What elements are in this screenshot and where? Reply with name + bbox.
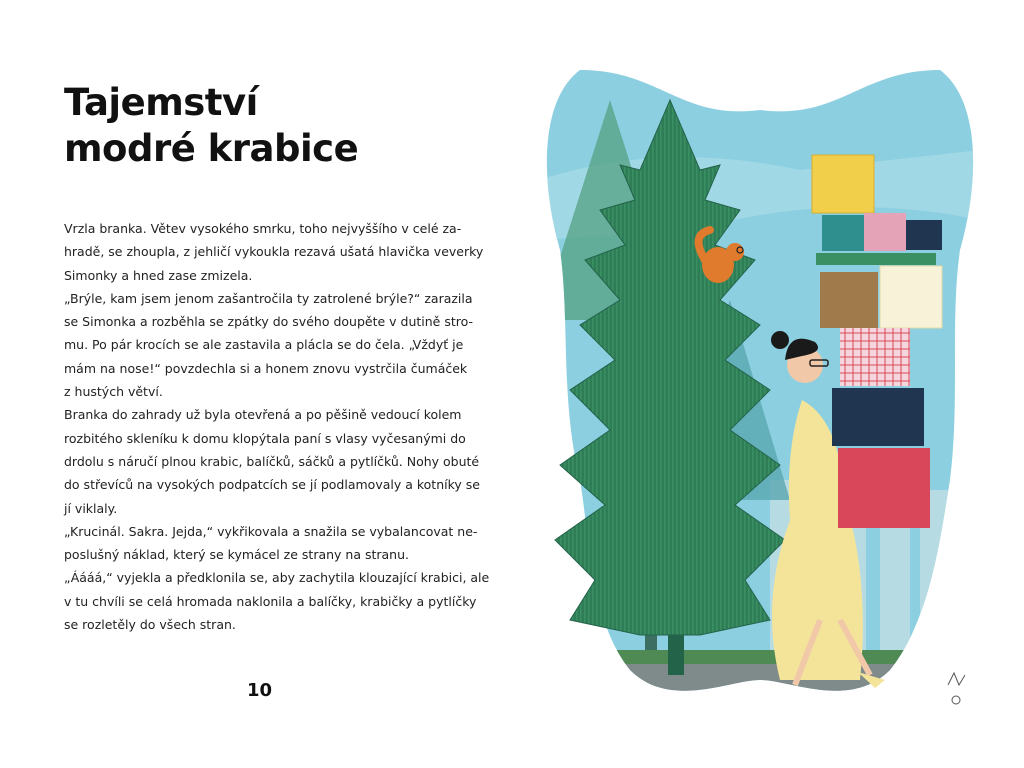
body-text-line: „Krucinál. Sakra. Jejda,“ vykřikovala a snažila se vybalancovat ne- — [64, 523, 478, 539]
grass — [540, 650, 980, 664]
body-text-line: rozbitého skleníku k domu klopýtala paní s vlasy vyčesanými do — [64, 430, 466, 446]
body-text-line: „Brýle, kam jsem jenom zašantročila ty zatrolené brýle?“ zarazila — [64, 290, 473, 306]
path-ground — [540, 660, 980, 720]
body-text-line: „Áááá,“ vyjekla a předklonila se, aby zachytila klouzající krabici, ale — [64, 570, 490, 586]
body-text-line: jí viklaly. — [64, 500, 118, 516]
body-text-line: Vrzla branka. Větev vysokého smrku, toho nejvyššího v celé za- — [64, 221, 462, 236]
chapter-title-line: Tajemství — [64, 81, 258, 124]
illustration — [540, 60, 980, 720]
page-number: 10 — [247, 680, 273, 701]
body-text-line: hradě, se zhoupla, z jehličí vykoukla rezavá ušatá hlavička veverky — [64, 244, 484, 260]
body-text-line: mám na nose!“ povzdechla si a honem znovu vystrčila čumáček — [64, 360, 468, 376]
body-text-line: Simonky a hned zase zmizela. — [64, 267, 253, 283]
body-text-line: poslušný náklad, který se kymácel ze strany na stranu. — [64, 547, 410, 563]
body-text-line: drdolu s náručí plnou krabic, balíčků, sáčků a pytlíčků. Nohy obuté — [64, 453, 480, 469]
body-text-line: z hustých větví. — [64, 384, 163, 400]
body-text-line: mu. Po pár krocích se ale zastavila a plácla se do čela. „Vždyť je — [64, 337, 464, 353]
illustration-svg — [540, 60, 980, 720]
chapter-body-text — [64, 217, 490, 636]
body-text-line: se Simonka a rozběhla se zpátky do svého doupěte v dutině stro- — [64, 314, 473, 330]
body-text-line: do střevíců na vysokých podpatcích se jí podlamovaly a kotníky se — [64, 477, 480, 493]
chapter-title — [64, 80, 358, 172]
body-text-line: v tu chvíli se celá hromada naklonila a balíčky, krabičky a pytlíčky — [64, 593, 477, 609]
artist-signature-mark — [948, 673, 965, 704]
chapter-title-line: modré krabice — [64, 127, 359, 170]
body-text-line: Branka do zahrady už byla otevřená a po pěšině vedoucí kolem — [64, 407, 462, 423]
body-text-line: se rozletěly do všech stran. — [64, 617, 236, 633]
